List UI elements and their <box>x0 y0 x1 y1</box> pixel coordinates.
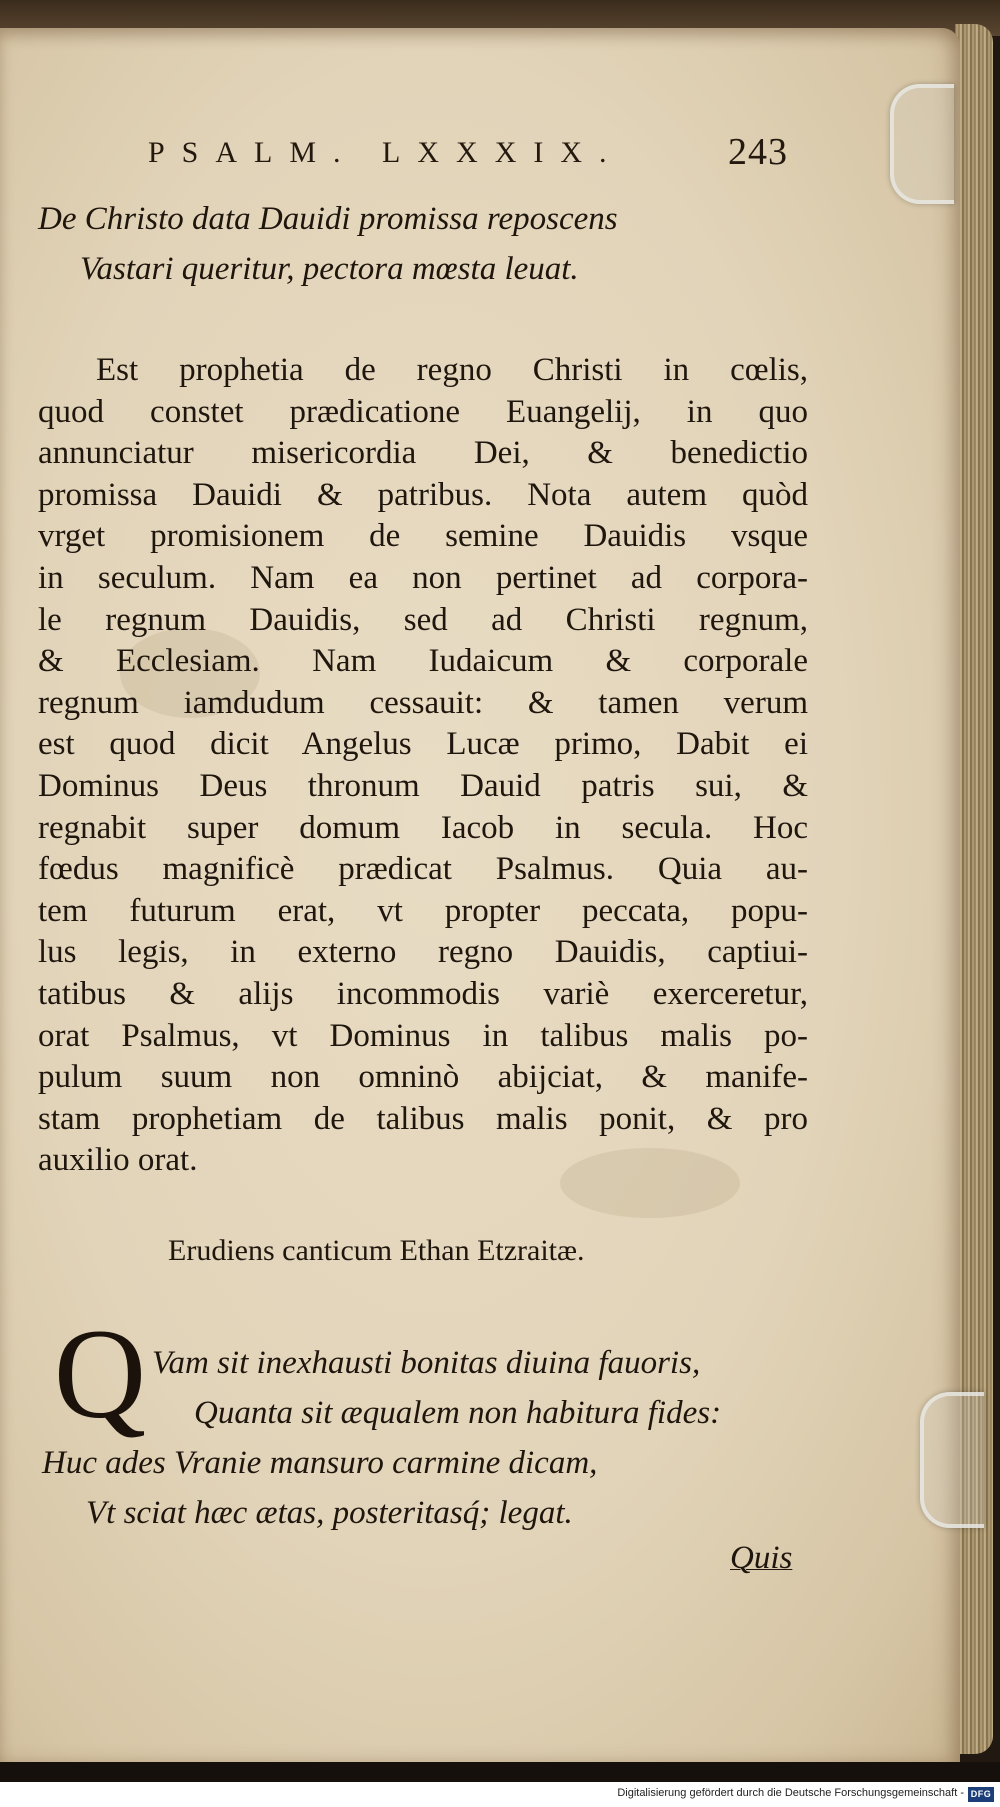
verse-block <box>0 1338 721 1538</box>
text-line: lus legis, in externo regno Dauidis, captiui- <box>38 934 808 971</box>
text-line: in seculum. Nam ea non pertinet ad corpora- <box>38 559 808 596</box>
verse-line: Huc ades Vranie mansuro carmine dicam, <box>42 1445 598 1481</box>
text-line: pulum suum non omninò abijciat, & manife- <box>38 1059 808 1096</box>
text-line: le regnum Dauidis, sed ad Christi regnum, <box>38 601 808 638</box>
text-line: fœdus magnificè prædicat Psalmus. Quia au- <box>38 851 808 888</box>
text-line: & Ecclesiam. Nam Iudaicum & corporale <box>38 643 808 680</box>
text-line: regnum iamdudum cessauit: & tamen verum <box>38 684 808 721</box>
argument-paragraph <box>38 350 808 1182</box>
page-clip-upper <box>890 84 954 204</box>
text-line: vrget promisionem de semine Dauidis vsque <box>38 518 808 555</box>
text-line: Est prophetia de regno Christi in cœlis, <box>96 352 808 388</box>
text-line: tem futurum erat, vt propter peccata, popu- <box>38 892 808 929</box>
credit-footer <box>0 1782 1000 1807</box>
psalm-motto <box>38 194 618 294</box>
verse-line: Vt sciat hæc ætas, posteritasq́; legat. <box>86 1495 573 1531</box>
text-line: auxilio orat. <box>38 1142 198 1179</box>
bottom-shadow <box>0 1762 1000 1782</box>
text-line: annunciatur misericordia Dei, & benedictio <box>38 435 808 472</box>
funding-credit: Digitalisierung gefördert durch die Deutsche Forschungsgemeinschaft - <box>617 1787 964 1799</box>
running-head-title: PSALM. LXXXIX. <box>148 136 624 169</box>
motto-line: Vastari queritur, pectora mœsta leuat. <box>80 251 579 287</box>
verse-line: Vam sit inexhausti bonitas diuina fauoris, <box>152 1345 701 1381</box>
catchword: Quis <box>730 1540 793 1576</box>
text-line: stam prophetiam de talibus malis ponit, & pro <box>38 1100 808 1137</box>
verse-heading: Erudiens canticum Ethan Etzraitæ. <box>168 1234 585 1267</box>
page-clip-lower <box>920 1392 984 1528</box>
motto-line: De Christo data Dauidi promissa reposcens <box>38 201 618 237</box>
dfg-logo: DFG <box>968 1787 994 1802</box>
text-line: promissa Dauidi & patribus. Nota autem quòd <box>38 476 808 513</box>
text-line: quod constet prædicatione Euangelij, in quo <box>38 393 808 430</box>
page-number: 243 <box>728 131 788 173</box>
verse-line: Quanta sit æqualem non habitura fides: <box>194 1395 722 1431</box>
text-line: tatibus & alijs incommodis variè exerceretur, <box>38 975 808 1012</box>
drop-cap-initial: Q <box>53 1303 147 1445</box>
text-line: Dominus Deus thronum Dauid patris sui, & <box>38 767 808 804</box>
text-line: orat Psalmus, vt Dominus in talibus malis po- <box>38 1017 808 1054</box>
text-line: est quod dicit Angelus Lucæ primo, Dabit ei <box>38 726 808 763</box>
text-line: regnabit super domum Iacob in secula. Hoc <box>38 809 808 846</box>
